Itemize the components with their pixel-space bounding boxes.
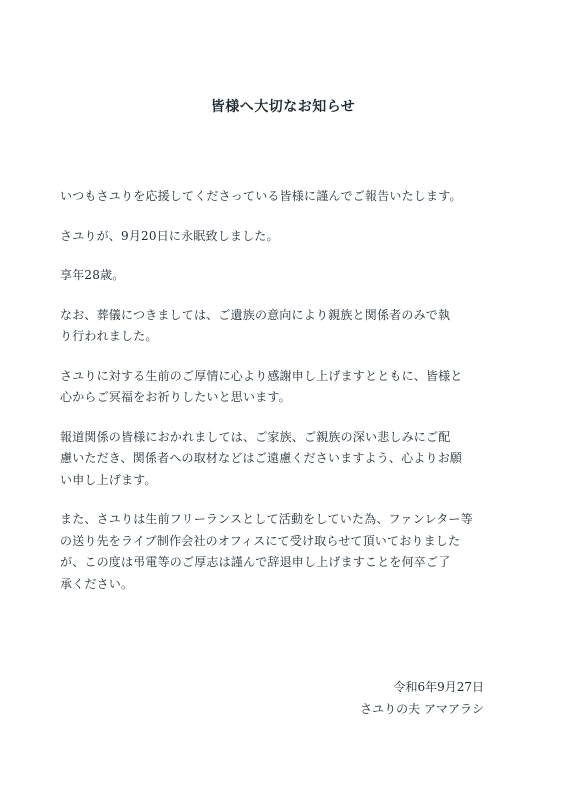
paragraph-line: 報道関係の皆様におかれましては、ご家族、ご親族の深い悲しみにご配	[60, 429, 451, 444]
paragraph-2	[60, 226, 510, 248]
paragraph-line: い申し上げます。	[60, 472, 157, 487]
paragraph-4	[60, 305, 510, 348]
paragraph-3	[60, 265, 510, 287]
paragraph-line: なお、葬儀につきましては、ご遺族の意向により親族と関係者のみで執	[60, 307, 451, 322]
paragraph-line: 心からご冥福をお祈りしたいと思います。	[60, 390, 291, 404]
paragraph-1	[60, 186, 510, 208]
paragraph-5	[60, 366, 510, 409]
paragraph-line: 享年28歳。	[60, 268, 125, 282]
signature-block	[360, 676, 484, 720]
paragraph-line: 慮いただき、関係者への取材などはご遠慮くださいますよう、心よりお願	[60, 451, 463, 465]
announcement-title: 皆様へ大切なお知らせ	[210, 99, 356, 115]
announcement-body	[60, 186, 510, 613]
paragraph-line: さユりに対する生前のご厚情に心より感謝申し上げますとともに、皆様と	[60, 368, 463, 383]
paragraph-line: り行われました。	[60, 329, 158, 343]
paragraph-line: の送り先をライブ制作会社のオフィスにて受け取らせて頂いておりました	[60, 533, 461, 548]
paragraph-line: さユりが、9月20日に永眠致しました。	[60, 228, 279, 243]
paragraph-7	[60, 509, 510, 595]
paragraph-6	[60, 427, 510, 492]
paragraph-line: が、この度は弔電等のご厚志は謹んで辞退申し上げますことを何卒ご了	[60, 555, 451, 569]
signature-author: さユりの夫 アマアラシ	[360, 702, 484, 716]
paragraph-line: また、さユりは生前フリーランスとして活動をしていた為、ファンレター等	[60, 512, 473, 526]
signature-date: 令和6年9月27日	[393, 680, 484, 694]
paragraph-line: いつもさユりを応援してくださっている皆様に謹んでご報告いたします。	[60, 189, 462, 203]
paragraph-line: 承ください。	[60, 576, 134, 591]
